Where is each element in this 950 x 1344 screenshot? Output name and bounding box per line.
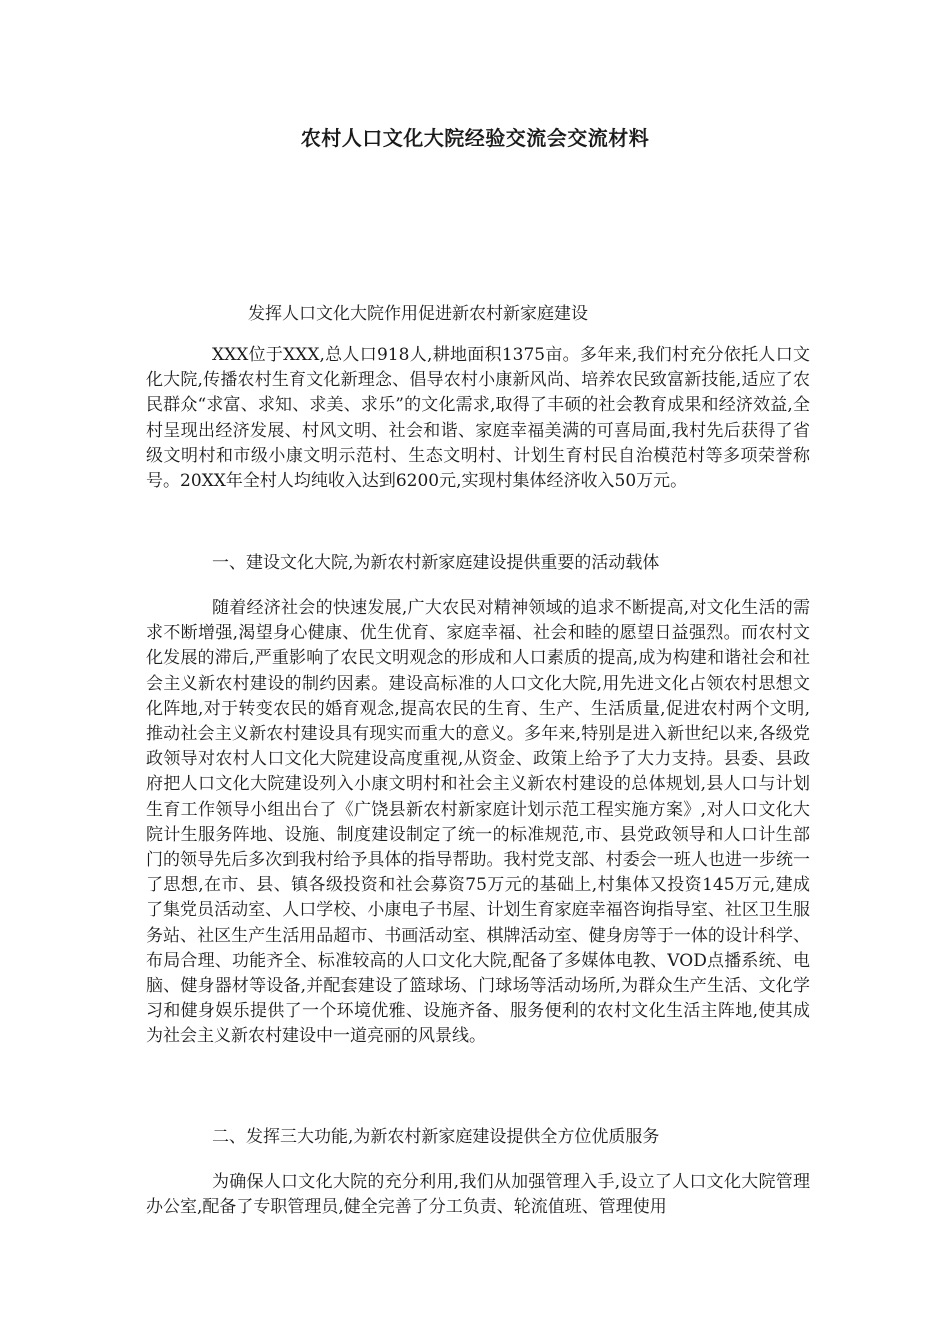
section-1-paragraph: 随着经济社会的快速发展,广大农民对精神领域的追求不断提高,对文化生活的需求不断增强,渴望身心健康、优生优育、家庭幸福、社会和睦的愿望日益强烈。而农村文化发展的滞后,严重影响了农民文明观念的形成和人口素质的提高,成为构建和谐社会和社会主义新农村建设的制约因素。建设高标准的人口文化大院,用先进文化占领农村思想文化阵地,对于转变农民的婚育观念,提高农民的生育、生产、生活质量,促进农村两个文明,推动社会主义新农村建设具有现实而重大的意义。多年来,特别是进入新世纪以来,各级党政领导对农村人口文化大院建设高度重视,从资金、政策上给予了大力支持。县委、县政府把人口文化大院建设列入小康文明村和社会主义新农村建设的总体规划,县人口与计划生育工作领导小组出台了《广饶县新农村新家庭计划示范工程实施方案》,对人口文化大院计生服务阵地、设施、制度建设制定了统一的标准规范,市、县党政领导和人口计生部门的领导先后多次到我村给予具体的指导帮助。我村党支部、村委会一班人也进一步统一了思想,在市、县、镇各级投资和社会募资75万元的基础上,村集体又投资145万元,建成了集党员活动室、人口学校、小康电子书屋、计划生育家庭幸福咨询指导室、社区卫生服务站、社区生产生活用品超市、书画活动室、棋牌活动室、健身房等于一体的设计科学、布局合理、功能齐全、标准较高的人口文化大院,配备了多媒体电教、VOD点播系统、电脑、健身器材等设备,并配套建设了篮球场、门球场等活动场所,为群众生产生活、文化学习和健身娱乐提供了一个环境优雅、设施齐备、服务便利的农村文化生活主阵地,使其成为社会主义新农村建设中一道亮丽的风景线。	[146, 598, 810, 1047]
section-1-heading: 一、建设文化大院,为新农村新家庭建设提供重要的活动载体	[212, 553, 660, 573]
document-subtitle: 发挥人口文化大院作用促进新农村新家庭建设	[248, 304, 588, 324]
intro-paragraph: XXX位于XXX,总人口918人,耕地面积1375亩。多年来,我们村充分依托人口文化大院,传播农村生育文化新理念、倡导农村小康新风尚、培养农民致富新技能,适应了农民群众“求富、求知、求美、求乐”的文化需求,取得了丰硕的社会教育成果和经济效益,全村呈现出经济发展、村风文明、社会和谐、家庭幸福美满的可喜局面,我村先后获得了省级文明村和市级小康文明示范村、生态文明村、计划生育村民自治模范村等多项荣誉称号。20XX年全村人均纯收入达到6200元,实现村集体经济收入50万元。	[146, 345, 810, 492]
section-2-paragraph: 为确保人口文化大院的充分利用,我们从加强管理入手,设立了人口文化大院管理办公室,配备了专职管理员,健全完善了分工负责、轮流值班、管理使用	[146, 1172, 810, 1218]
document-title: 农村人口文化大院经验交流会交流材料	[300, 126, 650, 150]
section-2-heading: 二、发挥三大功能,为新农村新家庭建设提供全方位优质服务	[212, 1127, 660, 1147]
